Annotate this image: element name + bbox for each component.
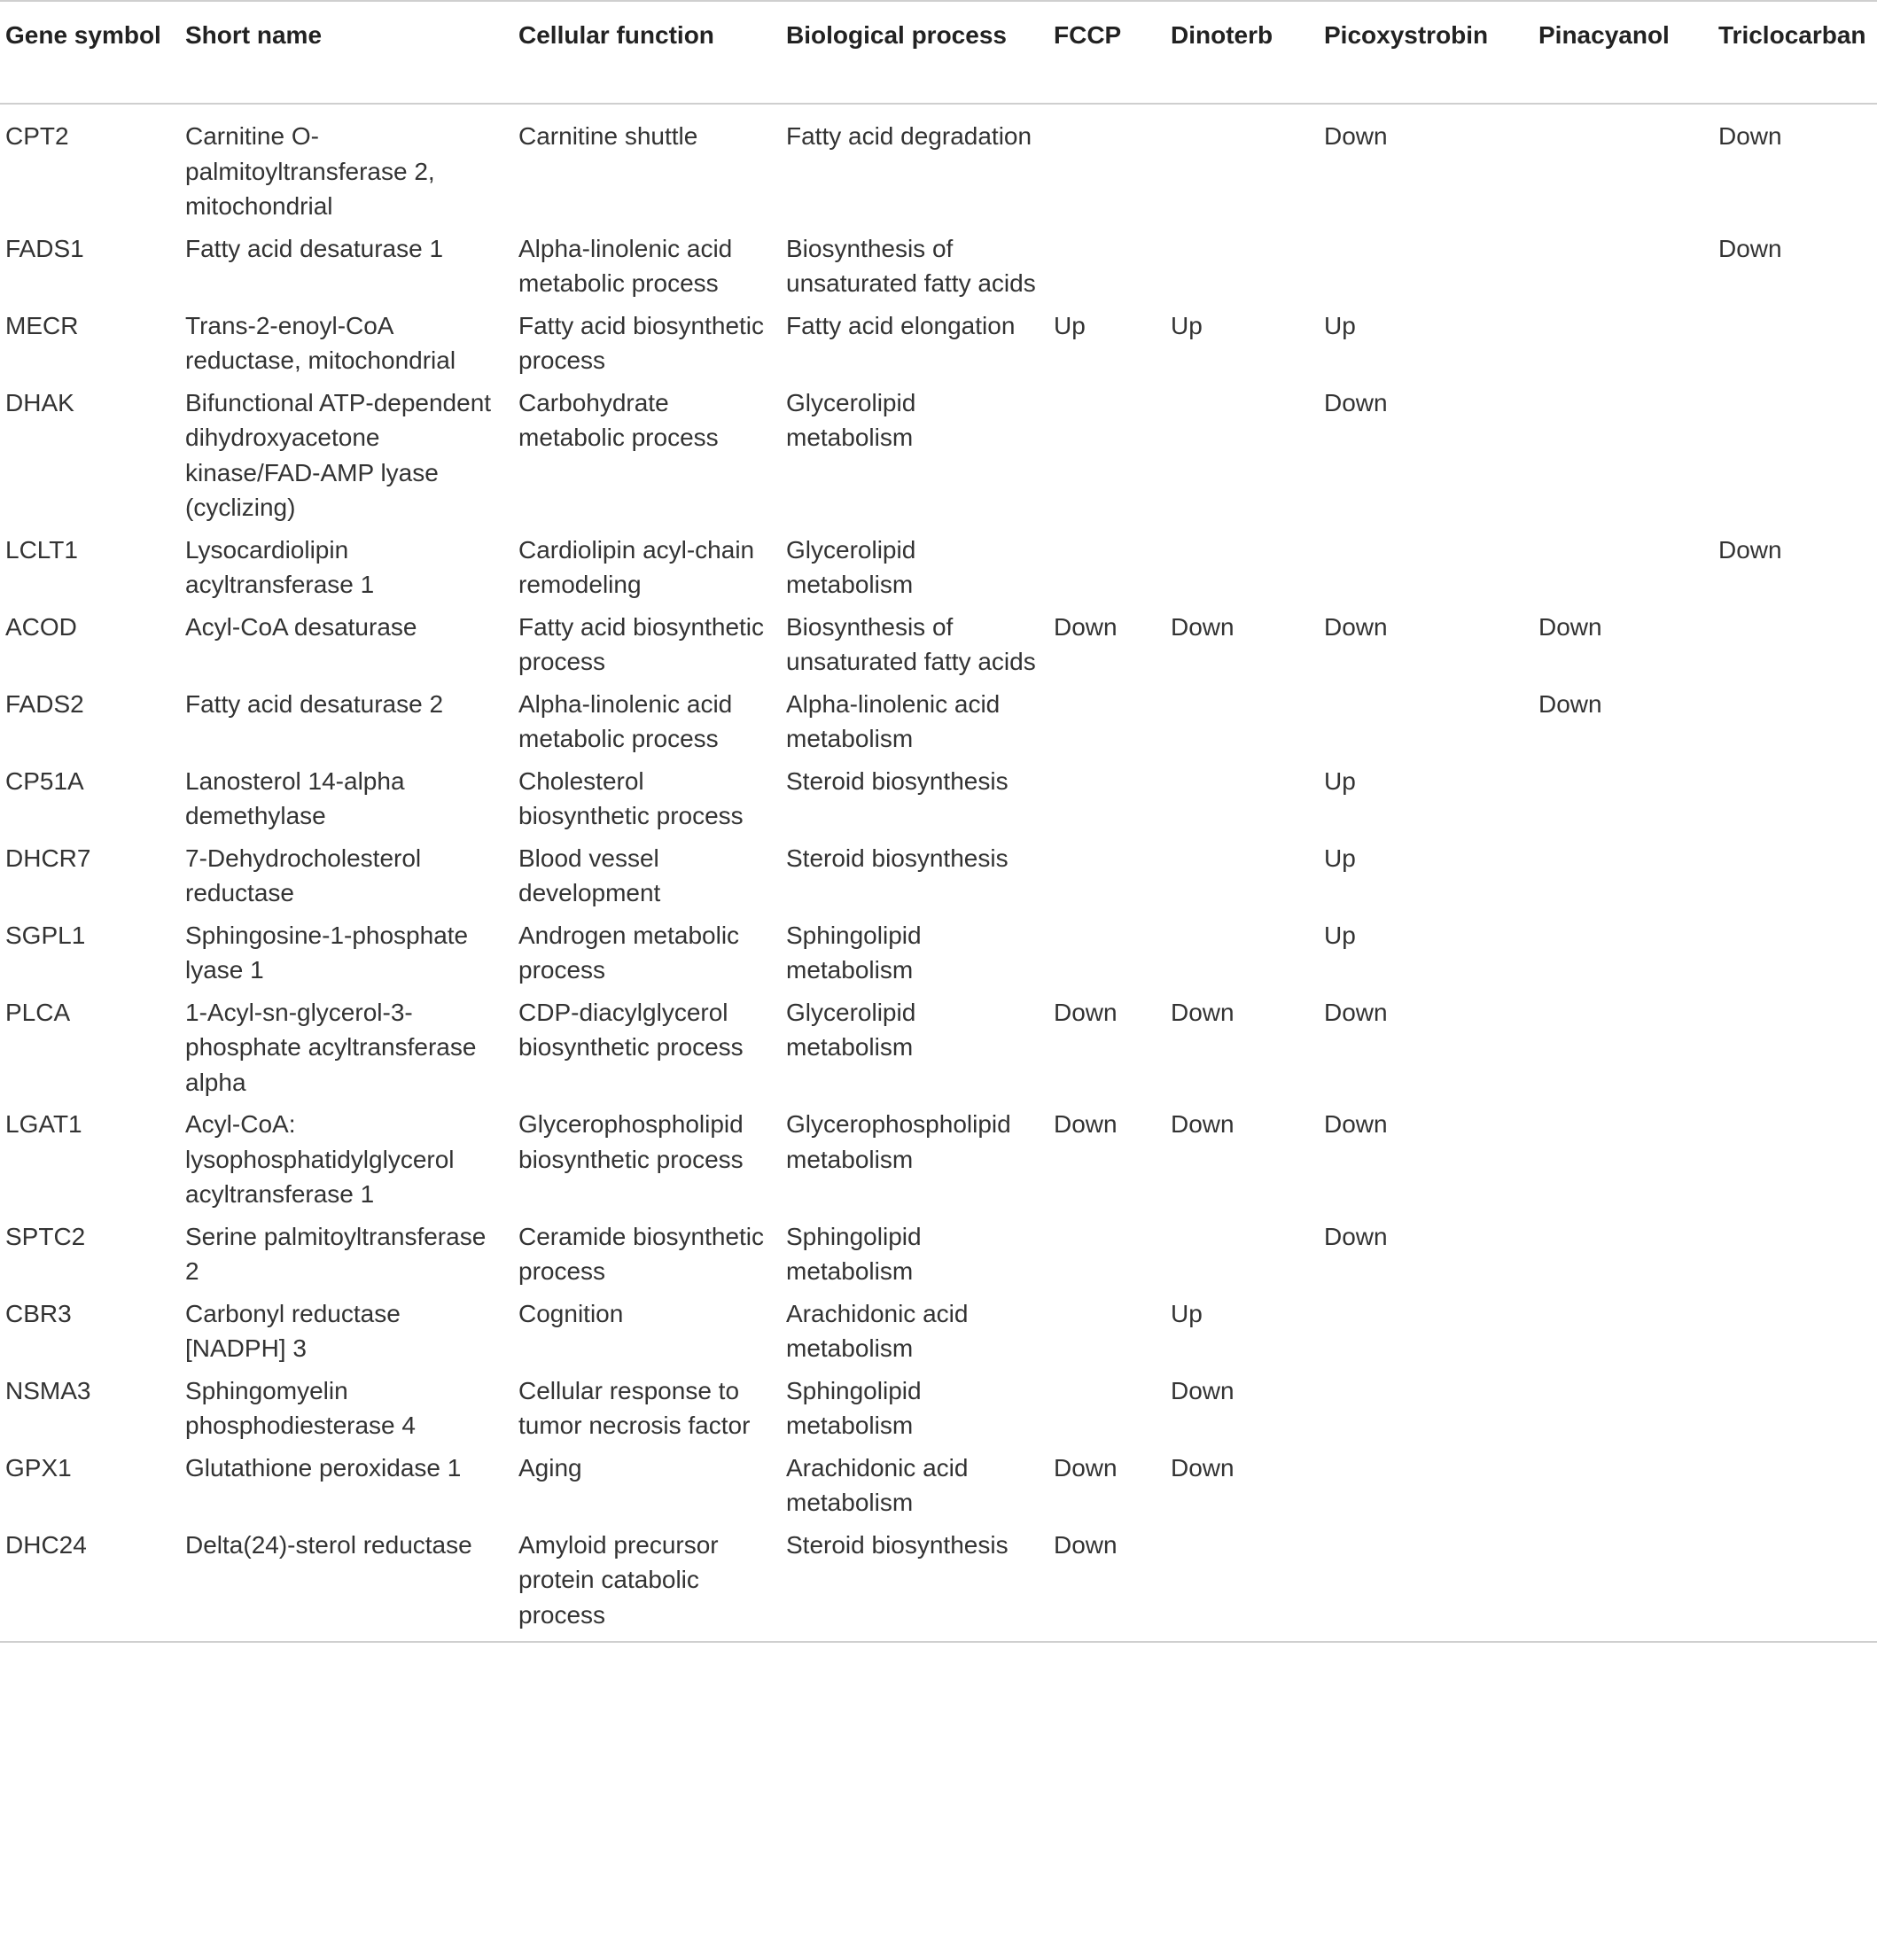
- triclocarban-effect-cell: Down: [1718, 535, 1782, 564]
- short-name-cell: Delta(24)-sterol reductase: [180, 1528, 513, 1643]
- picoxystrobin-effect-cell: Up: [1324, 921, 1356, 949]
- dinoterb-effect-cell: [1165, 1219, 1319, 1296]
- dinoterb-effect-cell: [1165, 385, 1319, 533]
- short-name-cell: Fatty acid desaturase 2: [185, 689, 444, 718]
- dinoterb-effect-cell: Down: [1171, 1453, 1234, 1482]
- table-row: [0, 1451, 1877, 1528]
- biological-process-cell: Biosynthesis of unsaturated fatty acids: [786, 612, 1036, 675]
- gene-symbol-cell: NSMA3: [5, 1376, 91, 1404]
- biological-process-cell: Glycerolipid metabolism: [786, 998, 916, 1061]
- picoxystrobin-effect-cell: Down: [1324, 122, 1388, 150]
- pinacyanol-effect-cell: [1533, 1219, 1713, 1296]
- fccp-effect-cell: Down: [1054, 998, 1118, 1026]
- biological-process-cell: Glycerophospholipid metabolism: [786, 1110, 1011, 1173]
- cellular-function-cell: Ceramide biosynthetic process: [518, 1222, 765, 1285]
- table-row: [0, 1296, 1877, 1373]
- short-name-cell: Sphingomyelin phosphodiesterase 4: [185, 1376, 416, 1439]
- gene-symbol-cell: MECR: [5, 311, 79, 339]
- cellular-function-cell: Androgen metabolic process: [518, 921, 740, 984]
- fccp-effect-cell: [1048, 841, 1165, 918]
- cellular-function-cell: CDP-diacylglycerol biosynthetic process: [518, 998, 744, 1061]
- dinoterb-effect-cell: [1165, 687, 1319, 764]
- dinoterb-effect-cell: Up: [1171, 1299, 1203, 1327]
- table-row: [0, 1373, 1877, 1451]
- cellular-function-cell: Aging: [518, 1453, 582, 1482]
- fccp-effect-cell: Down: [1054, 612, 1118, 641]
- short-name-cell: Lanosterol 14-alpha demethylase: [185, 766, 405, 829]
- table-row: [0, 918, 1877, 995]
- picoxystrobin-effect-cell: Up: [1324, 766, 1356, 795]
- biological-process-cell: Fatty acid degradation: [786, 122, 1032, 150]
- fccp-effect-cell: [1048, 533, 1165, 610]
- cellular-function-cell: Amyloid precursor protein catabolic process: [513, 1528, 781, 1643]
- gene-symbol-cell: PLCA: [5, 998, 71, 1026]
- cellular-function-cell: Carnitine shuttle: [518, 122, 698, 150]
- biological-process-cell: Biosynthesis of unsaturated fatty acids: [786, 234, 1036, 297]
- picoxystrobin-effect-cell: [1319, 1373, 1533, 1451]
- dinoterb-effect-cell: Down: [1171, 612, 1234, 641]
- gene-symbol-cell: FADS2: [5, 689, 84, 718]
- cellular-function-cell: Cellular response to tumor necrosis factor: [518, 1376, 751, 1439]
- cellular-function-cell: Glycerophospholipid biosynthetic process: [518, 1110, 744, 1173]
- short-name-cell: 7-Dehydrocholesterol reductase: [185, 844, 422, 906]
- biological-process-cell: Sphingolipid metabolism: [786, 1222, 922, 1285]
- pinacyanol-effect-cell: [1533, 231, 1713, 308]
- gene-symbol-cell: SPTC2: [5, 1222, 86, 1250]
- dinoterb-effect-cell: Down: [1171, 1376, 1234, 1404]
- pinacyanol-effect-cell: [1533, 385, 1713, 533]
- gene-symbol-cell: LGAT1: [5, 1110, 82, 1138]
- fccp-effect-cell: [1048, 1219, 1165, 1296]
- header-gene-symbol: Gene symbol: [0, 1, 180, 104]
- cellular-function-cell: Blood vessel development: [518, 844, 661, 906]
- header-pinacyanol: Pinacyanol: [1533, 1, 1713, 104]
- picoxystrobin-effect-cell: [1319, 687, 1533, 764]
- pinacyanol-effect-cell: [1533, 995, 1713, 1108]
- biological-process-cell: Alpha-linolenic acid metabolism: [786, 689, 1001, 752]
- biological-process-cell: Steroid biosynthesis: [786, 844, 1009, 872]
- triclocarban-effect-cell: [1713, 610, 1877, 687]
- table-body: [0, 104, 1877, 1642]
- short-name-cell: Acyl-CoA desaturase: [185, 612, 417, 641]
- gene-symbol-cell: DHC24: [0, 1528, 180, 1643]
- fccp-effect-cell: Up: [1054, 311, 1086, 339]
- dinoterb-effect-cell: [1165, 533, 1319, 610]
- table-row: [0, 1107, 1877, 1219]
- picoxystrobin-effect-cell: Up: [1324, 311, 1356, 339]
- biological-process-cell: Sphingolipid metabolism: [786, 921, 922, 984]
- header-biological-process: Biological process: [781, 1, 1048, 104]
- triclocarban-effect-cell: [1713, 1528, 1877, 1643]
- cellular-function-cell: Alpha-linolenic acid metabolic process: [518, 689, 733, 752]
- short-name-cell: Glutathione peroxidase 1: [185, 1453, 462, 1482]
- pinacyanol-effect-cell: [1533, 1451, 1713, 1528]
- triclocarban-effect-cell: [1713, 764, 1877, 841]
- header-triclocarban: Triclocarban: [1713, 1, 1877, 104]
- triclocarban-effect-cell: [1713, 308, 1877, 385]
- cellular-function-cell: Carbohydrate metabolic process: [518, 388, 719, 451]
- pinacyanol-effect-cell: [1533, 764, 1713, 841]
- dinoterb-effect-cell: Down: [1171, 1110, 1234, 1138]
- gene-symbol-cell: CPT2: [5, 122, 69, 150]
- triclocarban-effect-cell: [1713, 841, 1877, 918]
- cellular-function-cell: Cardiolipin acyl-chain remodeling: [518, 535, 755, 598]
- biological-process-cell: Fatty acid elongation: [786, 311, 1016, 339]
- pinacyanol-effect-cell: [1533, 841, 1713, 918]
- triclocarban-effect-cell: [1713, 1107, 1877, 1219]
- triclocarban-effect-cell: [1713, 1219, 1877, 1296]
- pinacyanol-effect-cell: [1533, 1296, 1713, 1373]
- table-row: [0, 841, 1877, 918]
- gene-symbol-cell: SGPL1: [5, 921, 86, 949]
- pinacyanol-effect-cell: [1533, 918, 1713, 995]
- table-row: [0, 610, 1877, 687]
- fccp-effect-cell: [1048, 104, 1165, 231]
- short-name-cell: Fatty acid desaturase 1: [185, 234, 444, 262]
- table-row: [0, 104, 1877, 231]
- triclocarban-effect-cell: [1713, 918, 1877, 995]
- cellular-function-cell: Cholesterol biosynthetic process: [518, 766, 744, 829]
- short-name-cell: Sphingosine-1-phosphate lyase 1: [185, 921, 469, 984]
- short-name-cell: Serine palmitoyltransferase 2: [185, 1222, 487, 1285]
- header-picoxystrobin: Picoxystrobin: [1319, 1, 1533, 104]
- table-row: [0, 231, 1877, 308]
- dinoterb-effect-cell: [1165, 1528, 1319, 1643]
- gene-symbol-cell: DHAK: [5, 388, 74, 416]
- pinacyanol-effect-cell: [1533, 104, 1713, 231]
- pinacyanol-effect-cell: [1533, 1373, 1713, 1451]
- picoxystrobin-effect-cell: Up: [1324, 844, 1356, 872]
- short-name-cell: Lysocardiolipin acyltransferase 1: [185, 535, 375, 598]
- table-header: [0, 1, 1877, 104]
- dinoterb-effect-cell: [1165, 918, 1319, 995]
- triclocarban-effect-cell: [1713, 385, 1877, 533]
- gene-symbol-cell: GPX1: [5, 1453, 72, 1482]
- gene-symbol-cell: DHCR7: [5, 844, 91, 872]
- table-row: [0, 385, 1877, 533]
- picoxystrobin-effect-cell: Down: [1324, 1110, 1388, 1138]
- fccp-effect-cell: [1048, 1296, 1165, 1373]
- dinoterb-effect-cell: Down: [1171, 998, 1234, 1026]
- picoxystrobin-effect-cell: [1319, 231, 1533, 308]
- dinoterb-effect-cell: [1165, 104, 1319, 231]
- picoxystrobin-effect-cell: [1319, 533, 1533, 610]
- short-name-cell: Carnitine O-palmitoyltransferase 2, mitochondrial: [185, 122, 435, 220]
- fccp-effect-cell: [1048, 385, 1165, 533]
- triclocarban-effect-cell: [1713, 1296, 1877, 1373]
- dinoterb-effect-cell: Up: [1171, 311, 1203, 339]
- table-row: [0, 687, 1877, 764]
- biological-process-cell: Steroid biosynthesis: [781, 1528, 1048, 1643]
- short-name-cell: Trans-2-enoyl-CoA reductase, mitochondrial: [185, 311, 456, 374]
- table-row: [0, 995, 1877, 1108]
- picoxystrobin-effect-cell: Down: [1324, 612, 1388, 641]
- table-row: [0, 1219, 1877, 1296]
- fccp-effect-cell: Down: [1054, 1453, 1118, 1482]
- fccp-effect-cell: Down: [1054, 1110, 1118, 1138]
- picoxystrobin-effect-cell: [1319, 1528, 1533, 1643]
- triclocarban-effect-cell: Down: [1718, 234, 1782, 262]
- header-short-name: Short name: [180, 1, 513, 104]
- triclocarban-effect-cell: Down: [1718, 122, 1782, 150]
- pinacyanol-effect-cell: [1533, 1528, 1713, 1643]
- dinoterb-effect-cell: [1165, 764, 1319, 841]
- pinacyanol-effect-cell: [1533, 308, 1713, 385]
- picoxystrobin-effect-cell: [1319, 1451, 1533, 1528]
- dinoterb-effect-cell: [1165, 841, 1319, 918]
- cellular-function-cell: Fatty acid biosynthetic process: [518, 311, 765, 374]
- short-name-cell: Carbonyl reductase [NADPH] 3: [185, 1299, 401, 1362]
- short-name-cell: Acyl-CoA: lysophosphatidylglycerol acyltransferase 1: [185, 1110, 455, 1208]
- cellular-function-cell: Cognition: [518, 1299, 624, 1327]
- gene-symbol-cell: FADS1: [5, 234, 84, 262]
- fccp-effect-cell: [1048, 1373, 1165, 1451]
- cellular-function-cell: Alpha-linolenic acid metabolic process: [518, 234, 733, 297]
- biological-process-cell: Steroid biosynthesis: [786, 766, 1009, 795]
- table-row: [0, 533, 1877, 610]
- triclocarban-effect-cell: [1713, 1373, 1877, 1451]
- picoxystrobin-effect-cell: [1319, 1296, 1533, 1373]
- table-row: [0, 1528, 1877, 1643]
- cellular-function-cell: Fatty acid biosynthetic process: [518, 612, 765, 675]
- biological-process-cell: Glycerolipid metabolism: [786, 388, 916, 451]
- header-cellular-function: Cellular function: [513, 1, 781, 104]
- picoxystrobin-effect-cell: Down: [1324, 998, 1388, 1026]
- header-row: [0, 1, 1877, 104]
- fccp-effect-cell: [1048, 231, 1165, 308]
- fccp-effect-cell: Down: [1048, 1528, 1165, 1643]
- fccp-effect-cell: [1048, 764, 1165, 841]
- biological-process-cell: Arachidonic acid metabolism: [786, 1299, 969, 1362]
- dinoterb-effect-cell: [1165, 231, 1319, 308]
- gene-symbol-cell: CBR3: [5, 1299, 72, 1327]
- fccp-effect-cell: [1048, 918, 1165, 995]
- pinacyanol-effect-cell: Down: [1538, 612, 1602, 641]
- gene-symbol-cell: ACOD: [5, 612, 77, 641]
- biological-process-cell: Glycerolipid metabolism: [786, 535, 916, 598]
- pinacyanol-effect-cell: Down: [1538, 689, 1602, 718]
- biological-process-cell: Sphingolipid metabolism: [786, 1376, 922, 1439]
- triclocarban-effect-cell: [1713, 995, 1877, 1108]
- pinacyanol-effect-cell: [1533, 1107, 1713, 1219]
- picoxystrobin-effect-cell: Down: [1324, 1222, 1388, 1250]
- biological-process-cell: Arachidonic acid metabolism: [786, 1453, 969, 1516]
- header-fccp: FCCP: [1048, 1, 1165, 104]
- short-name-cell: 1-Acyl-sn-glycerol-3-phosphate acyltransferase alpha: [185, 998, 477, 1096]
- table-row: [0, 764, 1877, 841]
- gene-symbol-cell: CP51A: [5, 766, 84, 795]
- pinacyanol-effect-cell: [1533, 533, 1713, 610]
- short-name-cell: Bifunctional ATP-dependent dihydroxyacetone kinase/FAD-AMP lyase (cyclizing): [185, 388, 492, 521]
- picoxystrobin-effect-cell: Down: [1324, 388, 1388, 416]
- fccp-effect-cell: [1048, 687, 1165, 764]
- triclocarban-effect-cell: [1713, 687, 1877, 764]
- triclocarban-effect-cell: [1713, 1451, 1877, 1528]
- table-row: [0, 308, 1877, 385]
- gene-symbol-cell: LCLT1: [5, 535, 78, 564]
- header-dinoterb: Dinoterb: [1165, 1, 1319, 104]
